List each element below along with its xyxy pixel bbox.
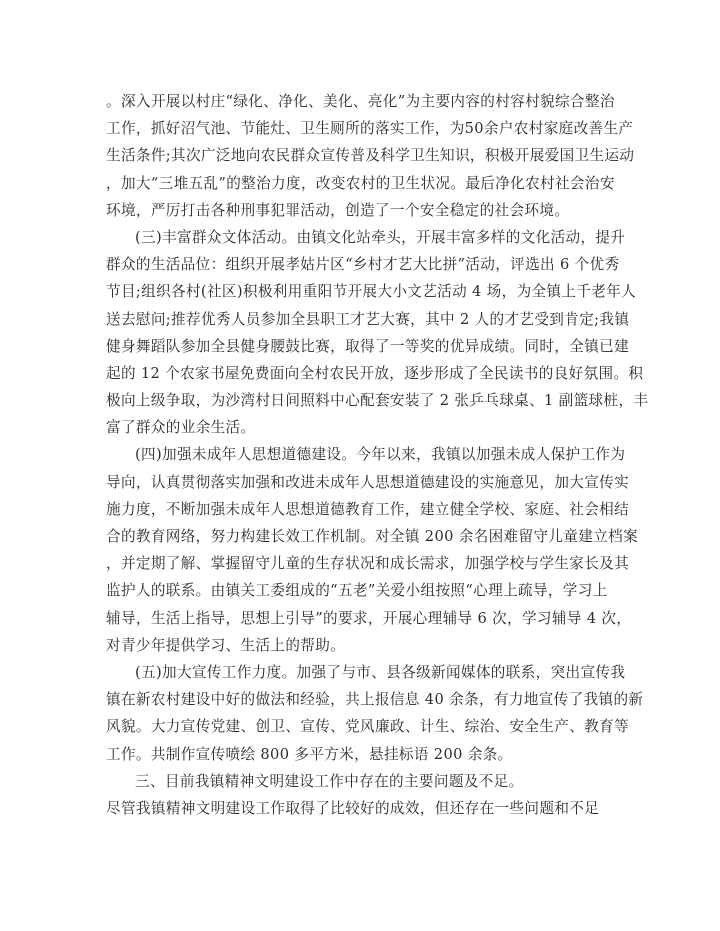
text-line: 起的 12 个农家书屋免费面向全村农民开放，逐步形成了全民读书的良好氛围。积 [106,364,644,382]
text-line: 环境，严厉打击各种刑事犯罪活动，创造了一个安全稳定的社会环境。 [106,201,570,219]
text-line: 镇在新农村建设中好的做法和经验，共上报信息 40 余条，有力地宣传了我镇的新 [106,691,644,709]
text-line: 导向，认真贯彻落实加强和改进未成年人思想道德建设的实施意见，加大宣传实 [106,473,630,491]
chapter-heading-line: 三、目前我镇精神文明建设工作中存在的主要问题及不足。 [135,772,524,790]
text-line: 工作，抓好沼气池、节能灶、卫生厕所的落实工作，为50余户农村家庭改善生产 [106,120,634,138]
text-line: 尽管我镇精神文明建设工作取得了比较好的成效，但还存在一些问题和不足 [106,799,600,817]
text-line: 极向上级争取，为沙湾村日间照料中心配套安装了 2 张乒乓球桌、1 副篮球桩，丰 [106,392,649,410]
text-line: ，加大“三堆五乱”的整治力度，改变农村的卫生状况。最后净化农村社会治安 [106,174,615,192]
document-page [106,88,649,822]
section-heading-line: (三)丰富群众文体活动。由镇文化站牵头，开展丰富多样的文化活动，提升 [135,228,626,246]
text-line: 对青少年提供学习、生活上的帮助。 [106,636,346,654]
text-line: 监护人的联系。由镇关工委组成的“五老”关爱小组按照“心理上疏导，学习上 [106,582,608,600]
text-line: 工作。共制作宣传喷绘 800 多平方米，悬挂标语 200 余条。 [106,745,513,763]
text-line: 施力度，不断加强未成年人思想道德教育工作，建立健全学校、家庭、社会相结 [106,500,630,518]
text-line: 辅导，生活上指导，思想上引导”的要求，开展心理辅导 6 次，学习辅导 4 次， [106,609,632,627]
text-line: 风貌。大力宣传党建、创卫、宣传、党风廉政、计生、综治、安全生产、教育等 [106,718,630,736]
text-line: 群众的生活品位：组织开展孝姑片区“乡村才艺大比拼”活动，评选出 6 个优秀 [106,256,620,274]
text-line: 送去慰问;推荐优秀人员参加全县职工才艺大赛，其中 2 人的才艺受到肯定;我镇 [106,310,630,328]
text-line: ，并定期了解、掌握留守儿童的生存状况和成长需求，加强学校与学生家长及其 [106,555,630,573]
text-line: 节目;组织各村(社区)积极利用重阳节开展大小文艺活动 4 场，为全镇上千老年人 [106,283,637,301]
section-heading-line: (四)加强未成年人思想道德建设。今年以来，我镇以加强未成人保护工作为 [135,446,626,464]
text-line: 健身舞蹈队参加全县健身腰鼓比赛，取得了一等奖的优异成绩。同时，全镇已建 [106,337,630,355]
text-line: 生活条件;其次广泛地向农民群众宣传普及科学卫生知识，积极开展爱国卫生运动 [106,147,635,165]
text-line: 合的教育网络，努力构建长效工作机制。对全镇 200 余名困难留守儿童建立档案 [106,528,639,545]
section-heading-line: (五)加大宣传工作力度。加强了与市、县各级新闻媒体的联系，突出宣传我 [135,663,626,681]
text-line: 富了群众的业余生活。 [106,419,256,437]
text-line: 。深入开展以村庄“绿化、净化、美化、亮化”为主要内容的村容村貌综合整治 [106,93,615,110]
